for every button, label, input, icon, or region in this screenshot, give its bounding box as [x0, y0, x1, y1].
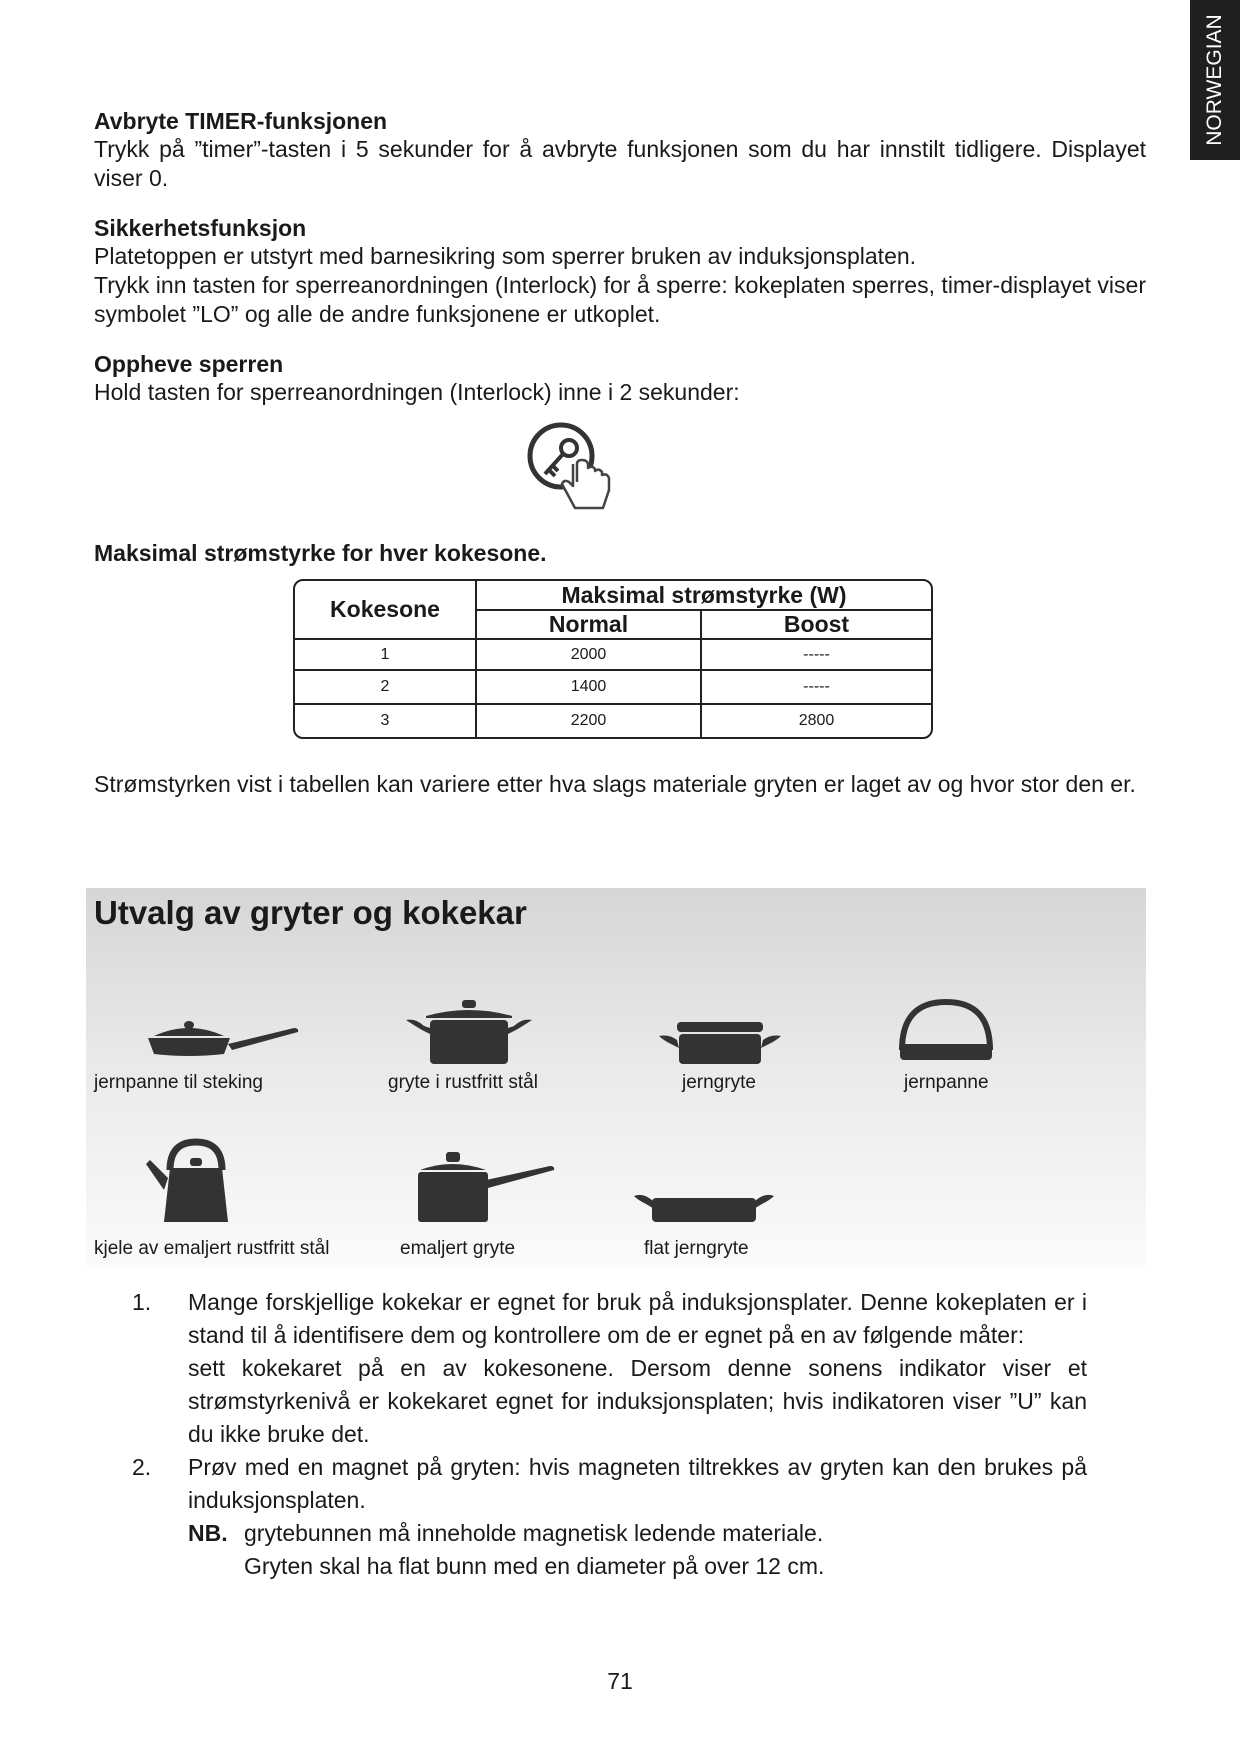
table-row	[295, 640, 931, 671]
language-tab-label: NORWEGIAN	[1203, 14, 1226, 146]
normal-cell: 2000	[477, 640, 702, 671]
boost-cell: 2800	[798, 712, 835, 729]
cookware-label: jernpanne	[904, 1072, 989, 1093]
power-section	[94, 539, 1146, 567]
power-table	[293, 579, 933, 739]
power-note-section	[94, 770, 1146, 799]
list-number: 2.	[132, 1454, 152, 1480]
list-item	[132, 1286, 1087, 1451]
list-item-text: Mange forskjellige kokekar er egnet for bruk på induksjonsplater. Denne kokeplaten er i stand til å identifisere dem og kontrollere om de er egnet på en av følgende måter:	[188, 1289, 1087, 1348]
cookware-label: kjele av emaljert rustfritt stål	[94, 1238, 330, 1259]
safety-line1: Platetoppen er utstyrt med barnesikring som sperrer bruken av induksjonsplaten.	[94, 243, 917, 269]
normal-cell: 2200	[477, 705, 702, 737]
zone-cell: 2	[295, 671, 477, 705]
unlock-text: Hold tasten for sperreanordningen (Interlock) inne i 2 sekunder:	[94, 379, 740, 405]
safety-heading: Sikkerhetsfunksjon	[94, 215, 307, 241]
power-heading: Maksimal strømstyrke for hver kokesone.	[94, 540, 547, 566]
cookware-title: Utvalg av gryter og kokekar	[94, 894, 527, 931]
zone-cell: 3	[295, 705, 477, 737]
timer-text: Trykk på ”timer”-tasten i 5 sekunder for å avbryte funksjonen som du har innstilt tidligere. Displayet viser 0.	[94, 136, 1146, 191]
stainless-pot-icon	[404, 998, 534, 1068]
col-boost-header: Boost	[702, 611, 931, 640]
nb-line: grytebunnen må inneholde magnetisk ledende materiale.	[244, 1520, 824, 1546]
power-note: Strømstyrken vist i tabellen kan variere etter hva slags materiale gryten er laget av og hvor stor den er.	[94, 771, 1136, 797]
interlock-key-press-icon	[525, 420, 617, 514]
iron-pot-icon	[659, 1020, 781, 1066]
page-number: 71	[607, 1668, 633, 1694]
zone-cell: 1	[295, 640, 477, 671]
saucepan-icon	[416, 1150, 556, 1226]
col-group-header: Maksimal strømstyrke (W)	[477, 581, 931, 611]
cookware-label: jernpanne til steking	[94, 1072, 263, 1093]
language-tab	[1190, 0, 1240, 160]
col-normal-header: Normal	[477, 611, 702, 640]
list-item	[132, 1451, 1087, 1583]
normal-cell: 1400	[477, 671, 702, 705]
nb-line: Gryten skal ha flat bunn med en diameter på over 12 cm.	[244, 1553, 825, 1579]
table-row	[295, 705, 931, 737]
cookware-label: gryte i rustfritt stål	[388, 1072, 538, 1093]
unlock-heading: Oppheve sperren	[94, 351, 284, 377]
list-item-text: sett kokekaret på en av kokesonene. Dersom denne sonens indikator viser et strømstyrkenivå er kokekaret egnet for induksjonsplaten; hvis indikatoren viser ”U” kan du ikke bruke det.	[188, 1355, 1087, 1447]
safety-section	[94, 214, 1146, 329]
timer-heading: Avbryte TIMER-funksjonen	[94, 108, 388, 134]
table-row	[295, 671, 931, 705]
frying-pan-icon	[144, 1014, 304, 1064]
cookware-panel	[86, 888, 1146, 1268]
cookware-label: emaljert gryte	[400, 1238, 516, 1259]
cookware-label: flat jerngryte	[644, 1238, 749, 1259]
timer-section	[94, 107, 1146, 193]
list-number: 1.	[132, 1289, 152, 1315]
iron-pan-dome-icon	[898, 998, 994, 1064]
boost-cell: -----	[702, 671, 931, 705]
safety-line2: Trykk inn tasten for sperreanordningen (Interlock) for å sperre: kokeplaten sperres, timer-displayet viser symbolet ”LO” og alle de andre funksjonene er utkoplet.	[94, 272, 1146, 327]
list-item-text: Prøv med en magnet på gryten: hvis magneten tiltrekkes av gryten kan den brukes på induksjonsplaten.	[188, 1454, 1087, 1513]
kettle-icon	[144, 1134, 244, 1226]
nb-label: NB.	[188, 1520, 228, 1546]
unlock-section	[94, 350, 1146, 407]
col-zone-header: Kokesone	[295, 581, 477, 640]
boost-cell: -----	[702, 640, 931, 671]
flat-iron-pan-icon	[634, 1188, 774, 1226]
nb-note	[188, 1517, 1087, 1583]
instructions-list	[132, 1286, 1087, 1583]
cookware-label: jerngryte	[682, 1072, 756, 1093]
